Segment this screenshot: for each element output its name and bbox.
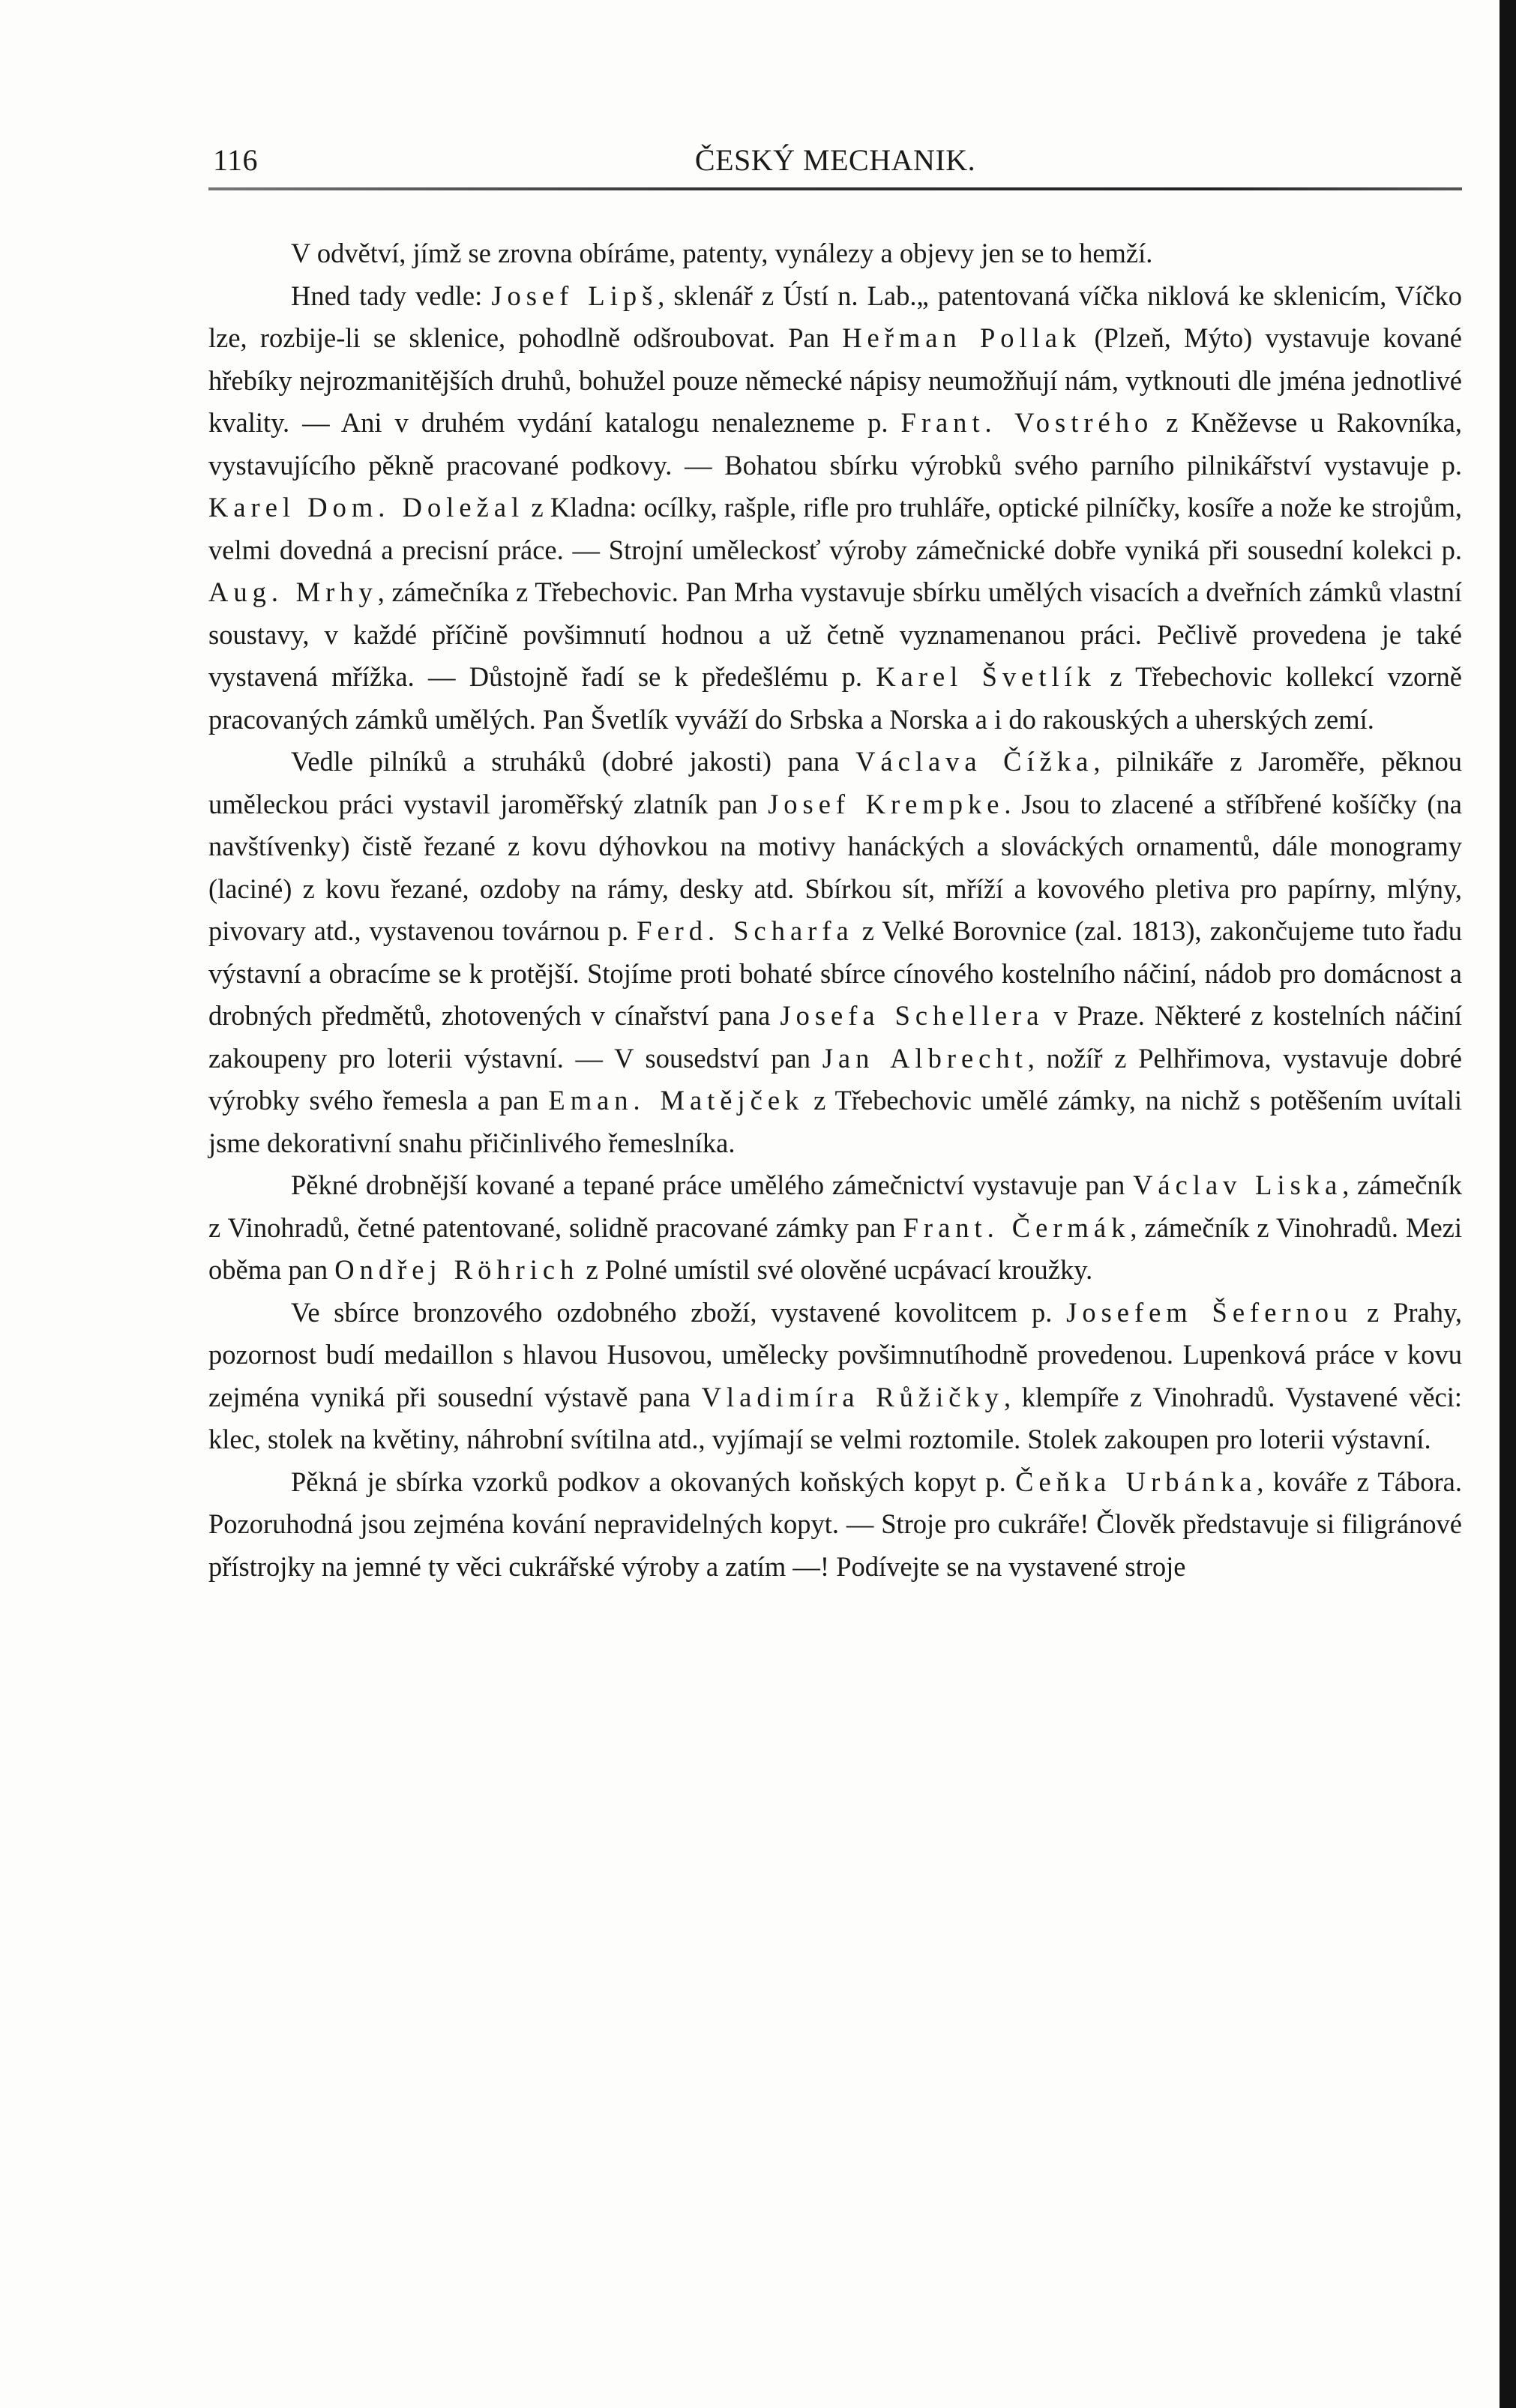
text-run: Vedle pilníků a struháků (dobré jakosti) pana [291,746,856,777]
spaced-name: Frant. Vostrého [900,407,1154,438]
text-run: z Prahy, pozornost budí medaillon s hlavou Husovou, umělecky povšimnutíhodně provedenou. Lupenková práce v kovu zejména vyniká při sousední výstavě pana [208,1296,1462,1412]
page-number: 116 [213,143,259,177]
text-run: z Třebechovic kollekcí vzorně pracovaných zámků umělých. Pan Švetlík vyváží do Srbska a Norska a i do rakouských a uherských zemí. [208,661,1462,735]
spaced-name: Václav Liska [1133,1170,1343,1200]
text-run: , nožíř z Pelhřimova, vystavuje dobré výrobky svého řemesla a pan [208,1042,1463,1116]
text-run: z Kladna: ocílky, rašple, rifle pro truhláře, optické pilníčky, kosíře a nože ke strojům, velmi dovedná a precisní práce. — Strojní uměleckosť výroby zámečnické dobře vyniká při sousední kolekci p. [208,492,1462,565]
spaced-name: Frant. Čermák [903,1211,1131,1243]
running-header [208,142,1462,184]
text-run: Pěkná je sbírka vzorků podkov a okovaných koňských kopyt p. [291,1466,1016,1497]
paragraph [208,232,1462,275]
text-run: . Jsou to zlacené a stříbřené košíčky (na navštívenky) čistě řezané z kovu dýhovkou na motivy hanáckých a slováckých ornamentů, dále monogramy (laciné) z kovu řezané, ozdoby na rámy, desky atd. Sbírkou sít, mříží a kovového pletiva pro papírny, mlýny, pivovary atd., vystavenou továrnou p. [208,788,1462,946]
text-run: V odvětví, jímž se zrovna obíráme, patenty, vynálezy a objevy jen se to hemží. [291,238,1153,268]
spaced-name: Karel Švetlík [876,661,1097,692]
text-run: (Plzeň, Mýto) vystavuje kované hřebíky nejrozmanitějších druhů, bohužel pouze německé nápisy neumožňují nám, vytknouti dle jména jednotlivé kvality. — Ani v druhém vydání katalogu nenalezneme p. [208,322,1462,438]
spaced-name: Vladimíra Růžičky [701,1381,1004,1412]
text-run: , pilnikáře z Jaroměře, pěknou uměleckou práci vystavil jaroměřský zlatník pan [208,746,1462,819]
text-run: v Praze. Některé z kostelních náčiní zakoupeny pro loterii výstavní. — V sousedství pan [208,1000,1462,1074]
text-run: , zámečník z Vinohradů. Mezi oběma pan [208,1211,1462,1285]
spaced-name: Josef Lipš [491,280,658,311]
text-run: z Velké Borovnice (zal. 1813), zakončujeme tuto řadu výstavní a obracíme se k protější. Stojíme proti bohaté sbírce cínového kostelního náčiní, nádob pro domácnost a drobných předmětů, zhotovených v cínařství pana [208,915,1462,1031]
body-text [208,232,1462,1588]
spaced-name: Aug. Mrhy [208,577,378,607]
text-run: z Třebechovic umělé zámky, na nichž s potěšením uvítali jsme dekorativní snahu přičinlivého řemeslníka. [208,1085,1462,1158]
spaced-name: Ferd. Scharfa [637,915,854,946]
text-run: , zámečníka z Třebechovic. Pan Mrha vystavuje sbírku umělých visacích a dveřních zámků vlastní soustavy, v každé příčině povšimnutí hodnou a už četně vyznamenanou práci. Pečlivě provedena je také vystavená mřížka. — Důstojně řadí se k předešlému p. [208,577,1462,692]
text-run: , klempíře z Vinohradů. Vystavené věci: klec, stolek na květiny, náhrobní svítilna atd., vyjímají se velmi roztomile. Stolek zakoupen pro loterii výstavní. [208,1381,1462,1454]
running-title: ČESKÝ MECHANIK. [694,143,976,177]
text-run: z Kněževse u Rakovníka, vystavujícího pěkně pracované podkovy. — Bohatou sbírku výrobků svého parního pilnikářství vystavuje p. [208,407,1463,481]
spaced-name: Jan Albrecht [822,1042,1028,1074]
spaced-name: Ondřej Röhrich [334,1254,580,1285]
paragraph [208,741,1462,1164]
spaced-name: Josefem Šefernou [1066,1296,1353,1328]
text-run: z Polné umístil své olověné ucpávací kroužky. [579,1254,1093,1285]
book-page [208,142,1462,1588]
spaced-name: Heřman Pollak [842,322,1082,353]
paragraph [208,1292,1462,1461]
spaced-name: Václava Čížka [855,746,1094,777]
text-run: Hned tady vedle: [291,280,492,311]
spaced-name: Karel Dom. Doležal [208,492,525,523]
page-edge-shadow [1500,0,1516,2408]
text-run: Pěkné drobnější kované a tepané práce umělého zámečnictví vystavuje pan [291,1170,1134,1200]
spaced-name: Josef Krempke [768,788,1005,819]
spaced-name: Čeňka Urbánka [1015,1466,1257,1497]
paragraph [208,1164,1462,1292]
spaced-name: Eman. Matějček [548,1085,804,1116]
paragraph [208,275,1462,741]
paragraph [208,1461,1462,1589]
header-rule [208,187,1462,190]
text-run: , kováře z Tábora. Pozoruhodná jsou zejména kování nepravidelných kopyt. — Stroje pro cukráře! Člověk představuje si filigránové přístrojky na jemné ty věci cukrářské výroby a zatím —! Podívejte se na vystavené stroje [208,1466,1462,1582]
text-run: , zámečník z Vinohradů, četné patentované, solidně pracované zámky pan [208,1170,1462,1243]
text-run: , sklenář z Ústí n. Lab.„ patentovaná víčka niklová ke sklenicím, Víčko lze, rozbije-li se sklenice, pohodlně odšroubovat. Pan [208,280,1462,353]
text-run: Ve sbírce bronzového ozdobného zboží, vystavené kovolitcem p. [291,1296,1067,1328]
spaced-name: Josefa Schellera [780,1000,1044,1031]
